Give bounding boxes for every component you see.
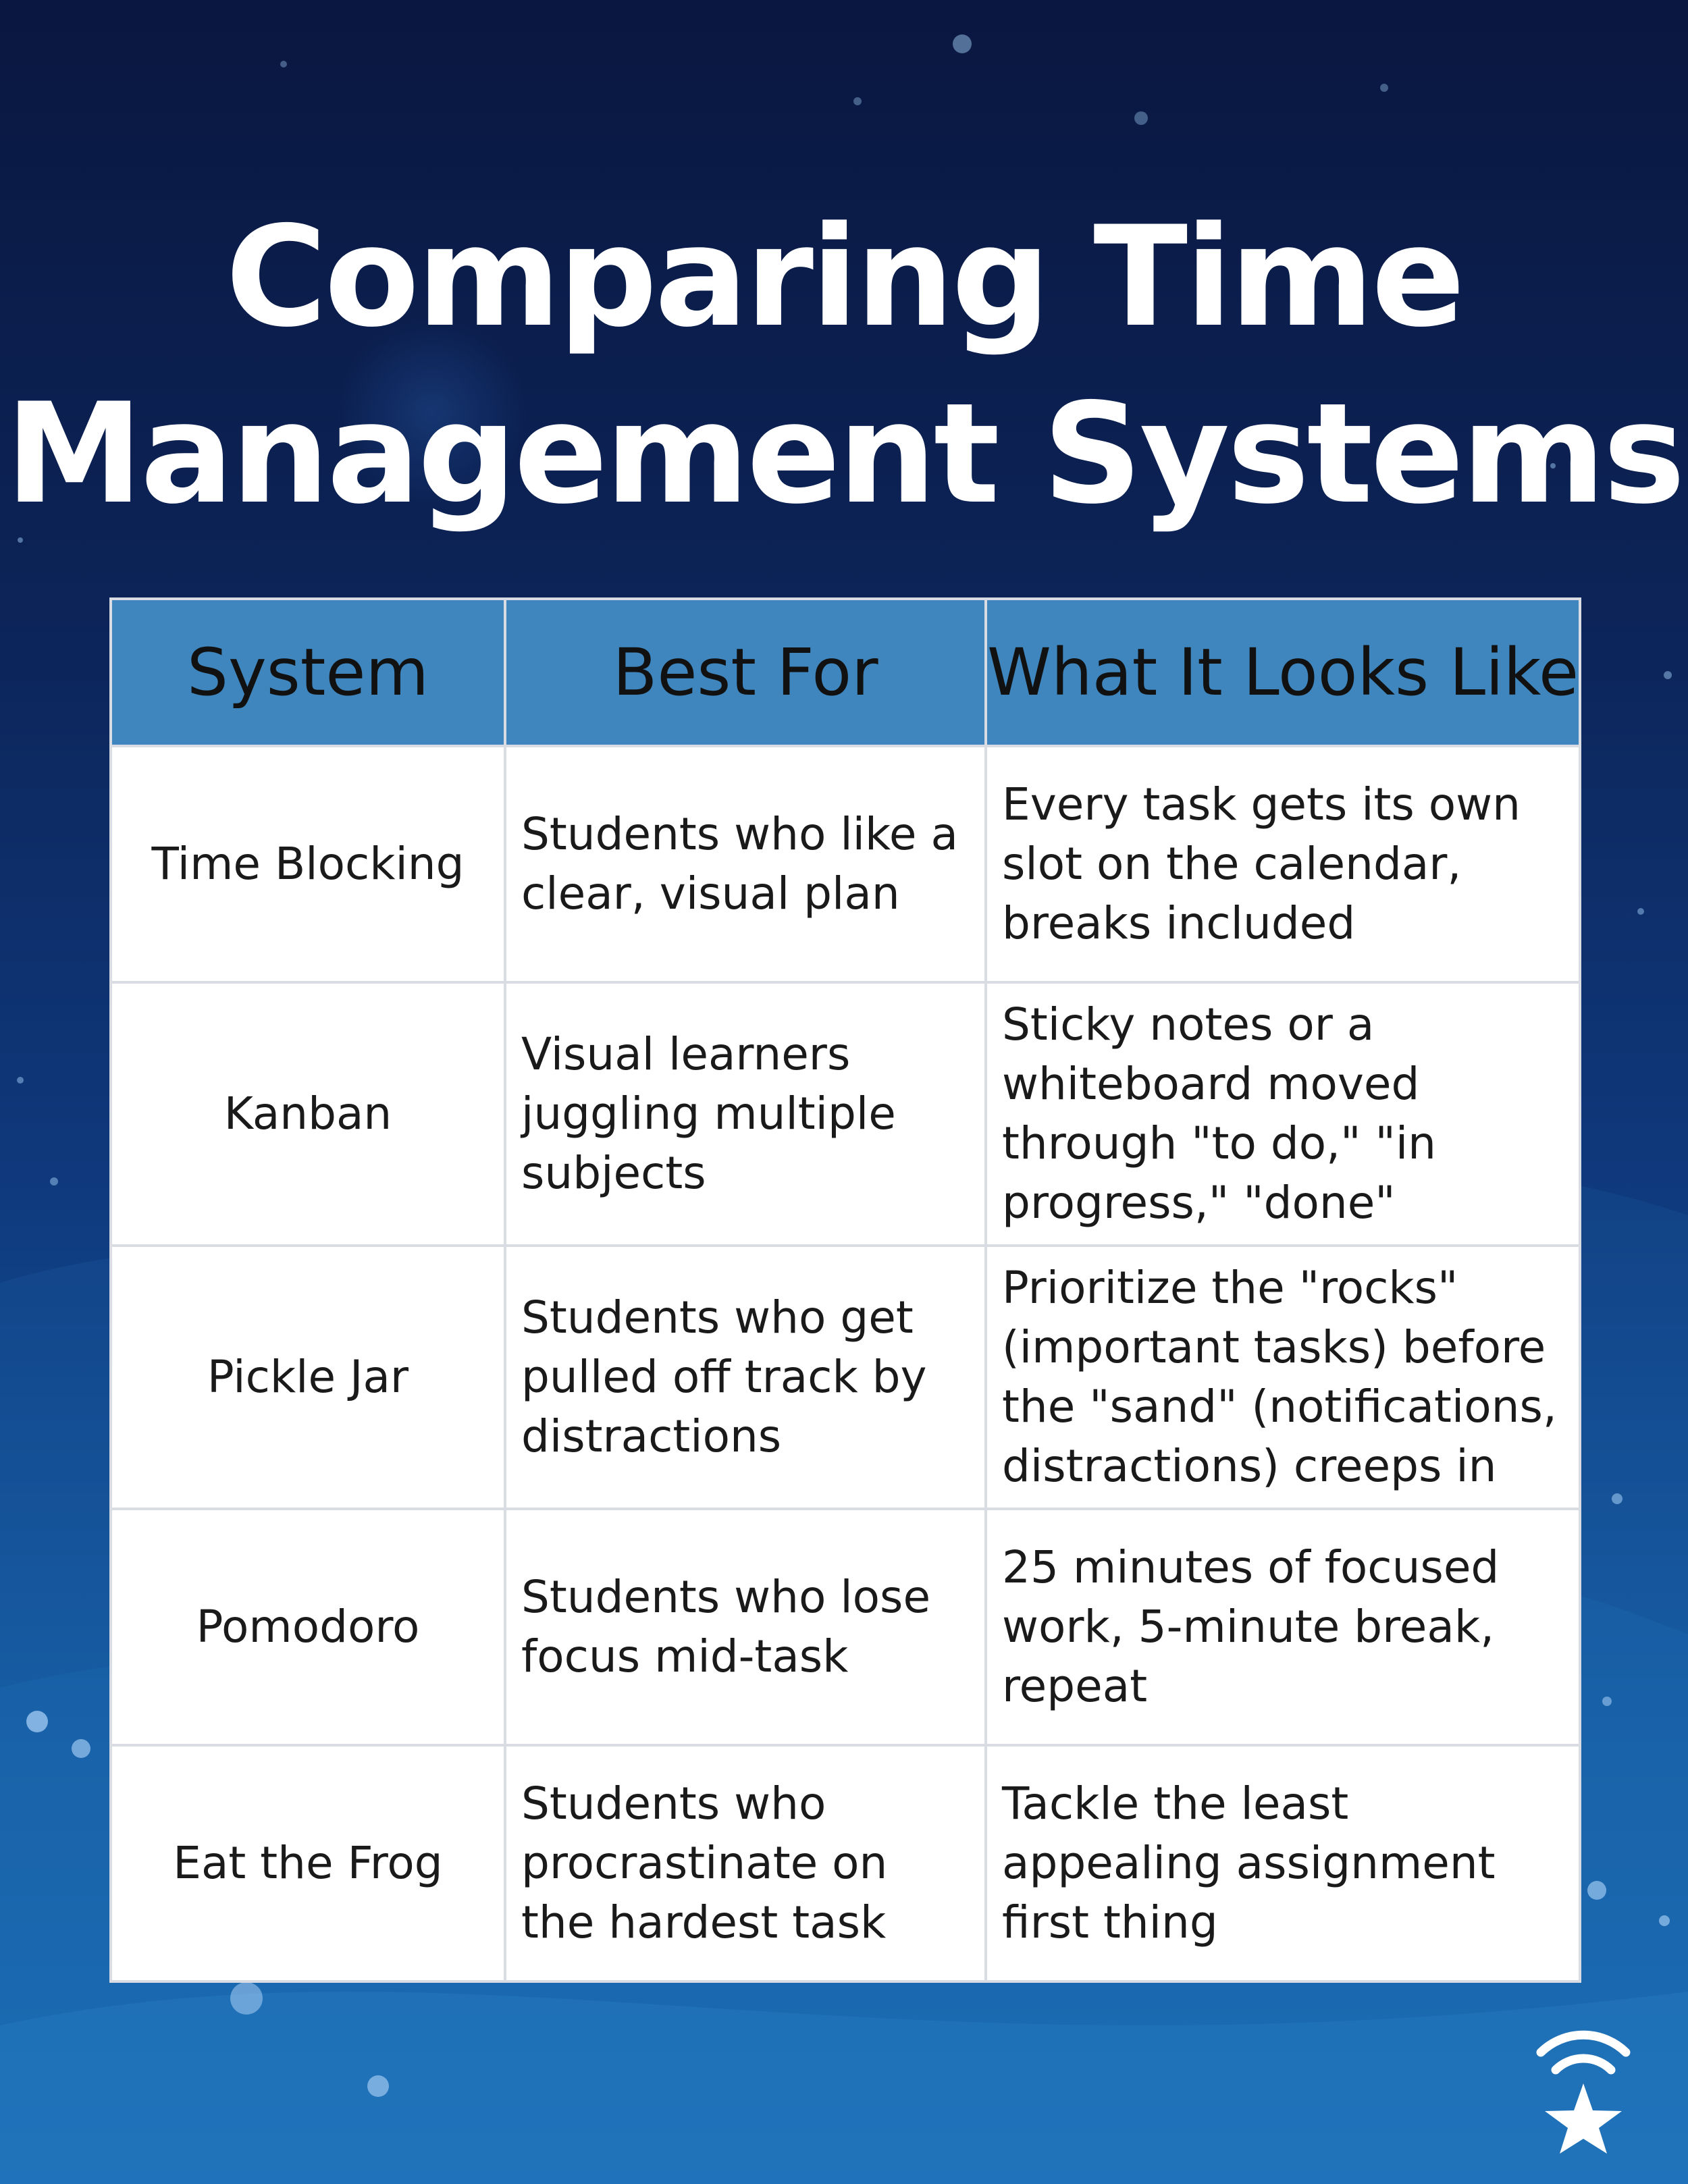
title-line-1: Comparing Time [225,197,1463,358]
best-for-cell: Visual learners juggling multiple subjects [505,982,986,1246]
looks-like-cell: 25 minutes of focused work, 5-minute break, repeat [986,1509,1580,1745]
table-row [111,1745,1580,1981]
table-row [111,746,1580,982]
header-best-for: Best For [505,599,986,746]
looks-like-cell: Prioritize the "rocks" (important tasks) before the "sand" (notifications, distractions) creeps in [986,1246,1580,1509]
best-for-cell: Students who lose focus mid-task [505,1509,986,1745]
looks-like-cell: Tackle the least appealing assignment first thing [986,1745,1580,1981]
header-what-it-looks-like: What It Looks Like [986,599,1580,746]
comparison-table [109,597,1581,1983]
looks-like-cell: Every task gets its own slot on the calendar, breaks included [986,746,1580,982]
title-line-2: Management Systems [5,374,1683,535]
system-name: Kanban [111,982,505,1246]
page-title [0,189,1688,543]
system-name: Pickle Jar [111,1246,505,1509]
signal-star-icon [1533,2025,1634,2154]
looks-like-cell: Sticky notes or a whiteboard moved through "to do," "in progress," "done" [986,982,1580,1246]
header-system: System [111,599,505,746]
system-name: Time Blocking [111,746,505,982]
table-row [111,982,1580,1246]
table-row [111,1246,1580,1509]
best-for-cell: Students who procrastinate on the hardest task [505,1745,986,1981]
system-name: Pomodoro [111,1509,505,1745]
system-name: Eat the Frog [111,1745,505,1981]
best-for-cell: Students who like a clear, visual plan [505,746,986,982]
best-for-cell: Students who get pulled off track by distractions [505,1246,986,1509]
table-row [111,1509,1580,1745]
table-header-row [111,599,1580,746]
